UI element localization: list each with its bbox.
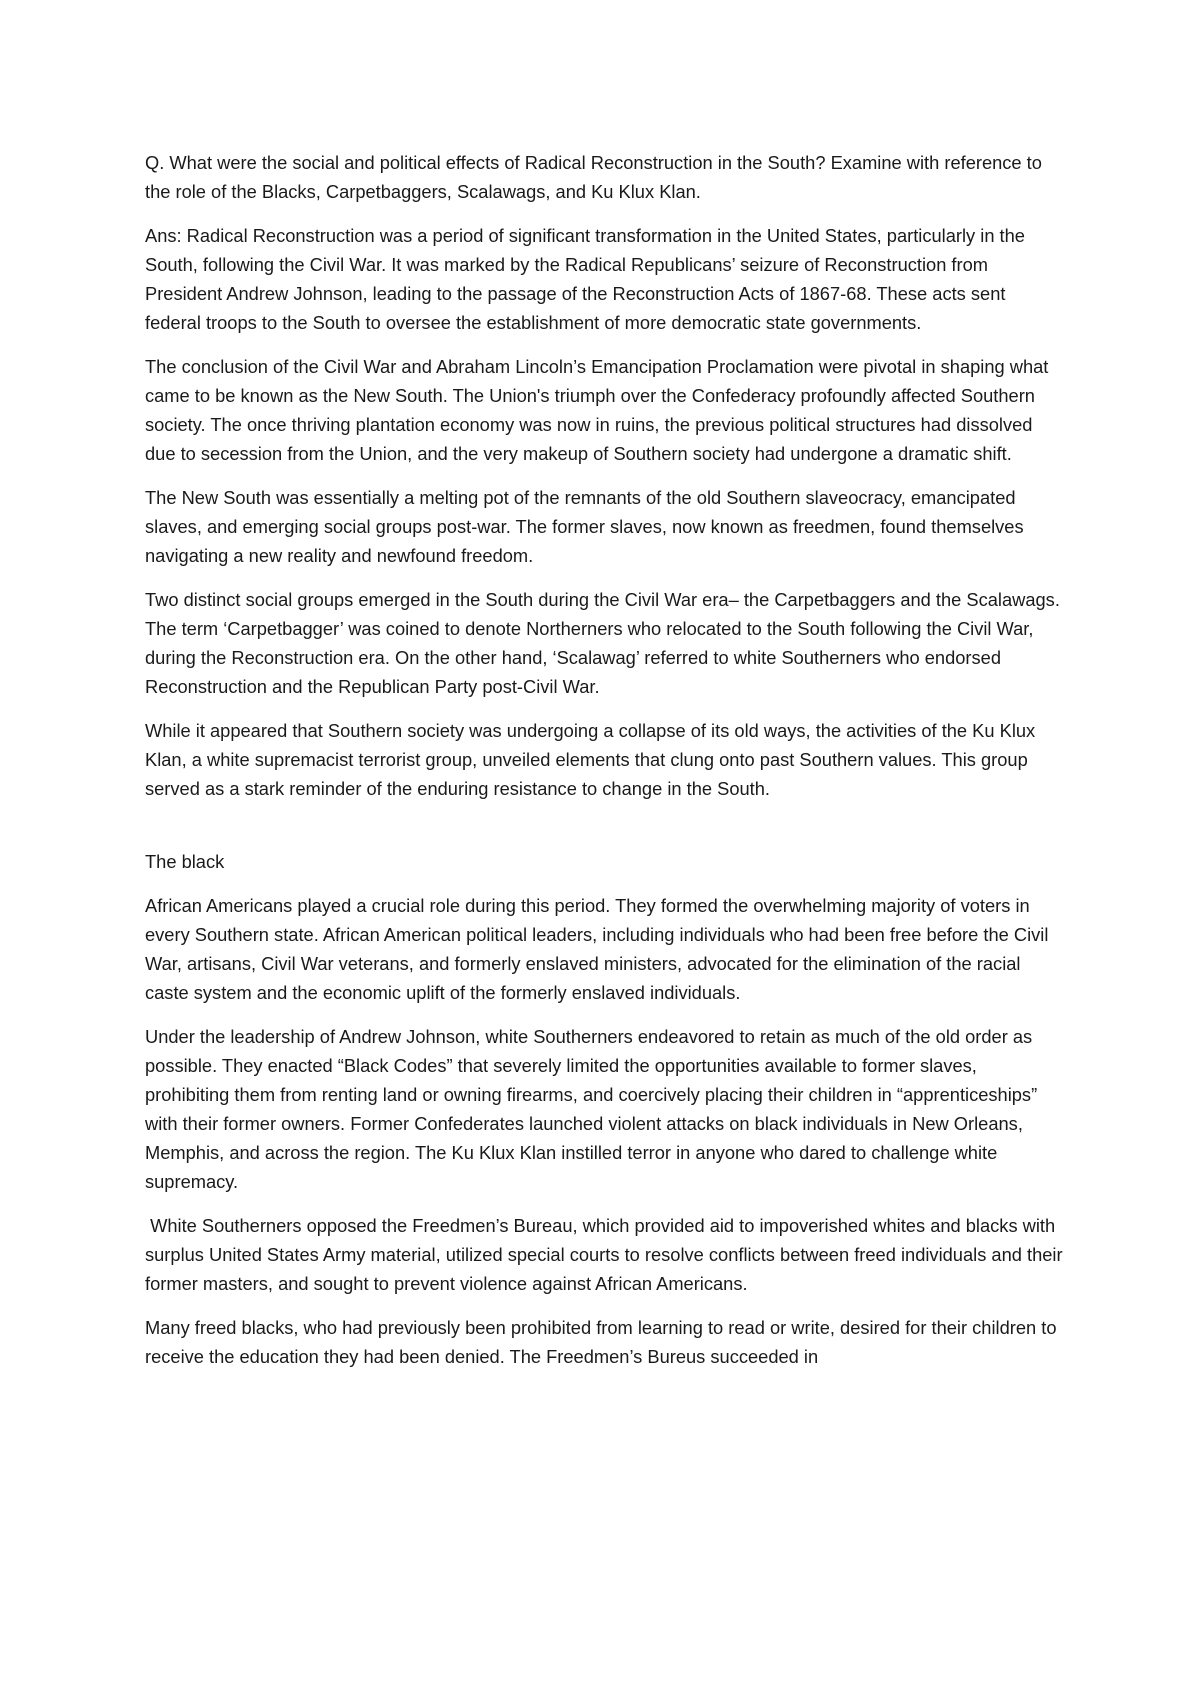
body-paragraph: The conclusion of the Civil War and Abraham Lincoln’s Emancipation Proclamation were pivotal in shaping what came to be known as the New South. The Union's triumph over the Confederacy profoundly affected Southern society. The once thriving plantation economy was now in ruins, the previous political structures had dissolved due to secession from the Union, and the very makeup of Southern society had undergone a dramatic shift. <box>145 356 1049 464</box>
document-body <box>145 148 1068 1386</box>
body-paragraph: While it appeared that Southern society was undergoing a collapse of its old ways, the activities of the Ku Klux Klan, a white supremacist terrorist group, unveiled elements that clung onto past Southern values. This group served as a stark reminder of the enduring resistance to change in the South. <box>145 720 1036 799</box>
body-paragraph: Many freed blacks, who had previously been prohibited from learning to read or write, desired for their children to receive the education they had been denied. The Freedmen’s Bureus succeeded in <box>145 1317 1057 1367</box>
body-paragraph: Under the leadership of Andrew Johnson, white Southerners endeavored to retain as much of the old order as possible. They enacted “Black Codes” that severely limited the opportunities available to former slaves, prohibiting them from renting land or owning firearms, and coercively placing their children in “apprenticeships” with their former owners. Former Confederates launched violent attacks on black individuals in New Orleans, Memphis, and across the region. The Ku Klux Klan instilled terror in anyone who dared to challenge white supremacy. <box>145 1026 1038 1192</box>
body-paragraph: Two distinct social groups emerged in the South during the Civil War era– the Carpetbaggers and the Scalawags. The term ‘Carpetbagger’ was coined to denote Northerners who relocated to the South following the Civil War, during the Reconstruction era. On the other hand, ‘Scalawag’ referred to white Southerners who endorsed Reconstruction and the Republican Party post-Civil War. <box>145 589 1060 697</box>
question-paragraph: Q. What were the social and political effects of Radical Reconstruction in the South? Examine with reference to the role of the Blacks, Carpetbaggers, Scalawags, and Ku Klux Klan. <box>145 152 1042 202</box>
body-paragraph: The New South was essentially a melting pot of the remnants of the old Southern slaveocracy, emancipated slaves, and emerging social groups post-war. The former slaves, now known as freedmen, found themselves navigating a new reality and newfound freedom. <box>145 487 1024 566</box>
answer-paragraph: Ans: Radical Reconstruction was a period of significant transformation in the United States, particularly in the South, following the Civil War. It was marked by the Radical Republicans’ seizure of Reconstruction from President Andrew Johnson, leading to the passage of the Reconstruction Acts of 1867-68. These acts sent federal troops to the South to oversee the establishment of more democratic state governments. <box>145 225 1025 333</box>
body-paragraph: White Southerners opposed the Freedmen’s Bureau, which provided aid to impoverished whites and blacks with surplus United States Army material, utilized special courts to resolve conflicts between freed individuals and their former masters, and sought to prevent violence against African Americans. <box>145 1215 1068 1294</box>
body-paragraph: African Americans played a crucial role during this period. They formed the overwhelming majority of voters in every Southern state. African American political leaders, including individuals who had been free before the Civil War, artisans, Civil War veterans, and formerly enslaved ministers, advocated for the elimination of the racial caste system and the economic uplift of the formerly enslaved individuals. <box>145 895 1049 1003</box>
section-heading: The black <box>145 851 225 872</box>
